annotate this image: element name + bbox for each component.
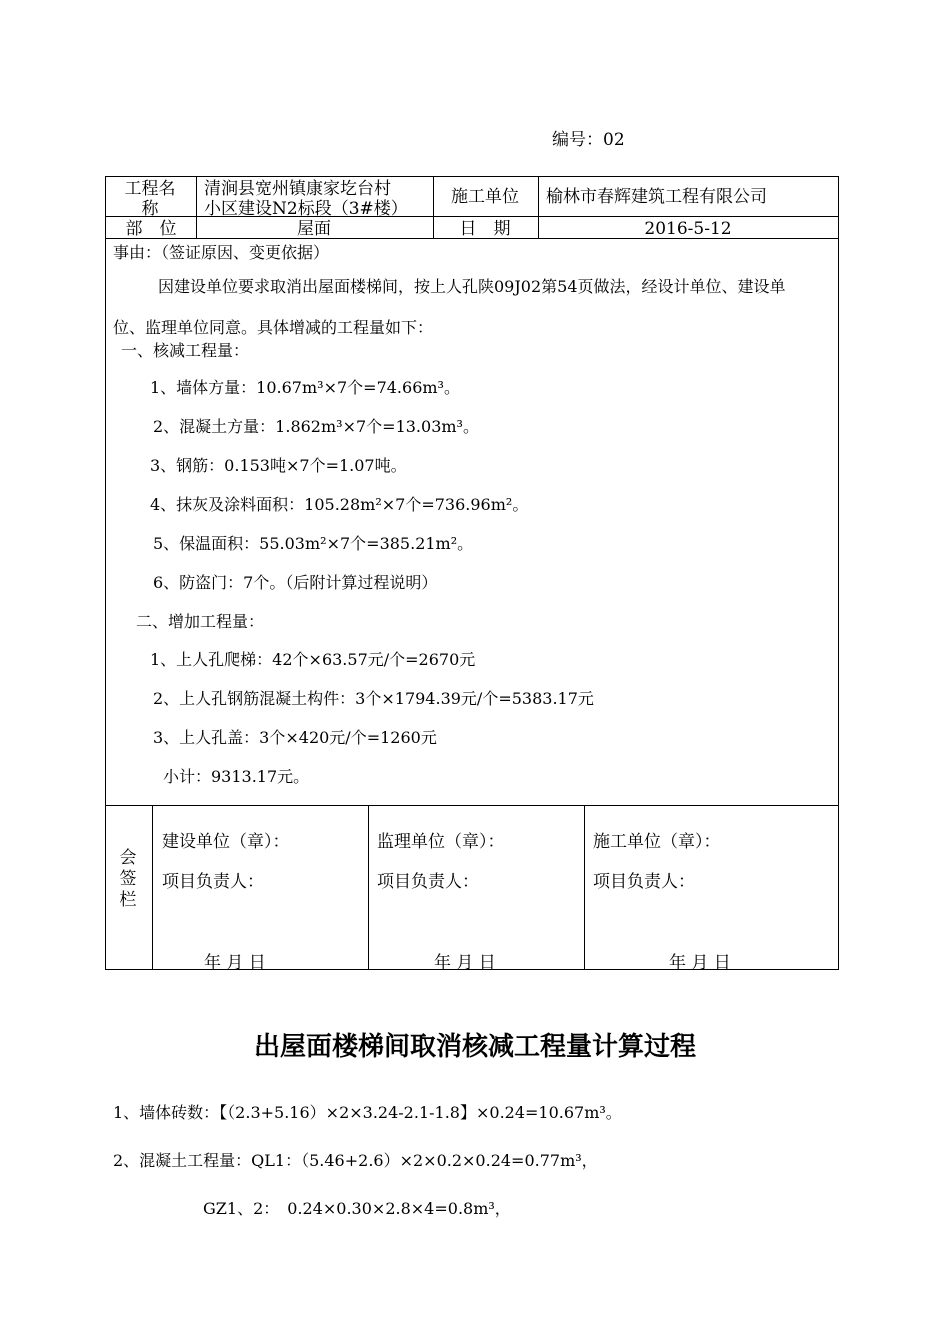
reduce-item-1: 1、墙体方量：10.67m³×7个=74.66m³。 — [150, 378, 460, 397]
date-value: 2016-5-12 — [644, 219, 732, 239]
row-divider — [106, 805, 838, 806]
signoff-owner-unit: 建设单位（章）： — [162, 832, 290, 852]
subtotal: 小计：9313.17元。 — [163, 767, 310, 786]
project-name-label — [112, 179, 188, 219]
project-name-line2: 小区建设N2标段（3#楼） — [204, 199, 408, 219]
contractor-name: 榆林市春辉建筑工程有限公司 — [546, 187, 767, 207]
project-name-label-line2: 称 — [141, 199, 159, 219]
add-item-2: 2、上人孔钢筋混凝土构件：3个×1794.39元/个=5383.17元 — [153, 689, 594, 708]
signoff-contractor-person: 项目负责人： — [593, 872, 695, 892]
intro-line-1: 因建设单位要求取消出屋面楼梯间，按上人孔陕09J02第54页做法，经设计单位、建设单 — [158, 277, 786, 296]
calc-title: 出屋面楼梯间取消核减工程量计算过程 — [253, 1032, 696, 1062]
reduce-item-6: 6、防盗门：7个。（后附计算过程说明） — [153, 573, 438, 592]
calc-line-2: 2、混凝土工程量：QL1：（5.46+2.6）×2×0.2×0.24=0.77m³， — [113, 1151, 598, 1170]
project-name-value — [204, 179, 432, 219]
add-item-1: 1、上人孔爬梯：42个×63.57元/个=2670元 — [150, 650, 476, 669]
reduce-item-4: 4、抹灰及涂料面积：105.28m²×7个=736.96m²。 — [150, 495, 529, 514]
intro-line-2: 位、监理单位同意。具体增减的工程量如下： — [113, 318, 434, 337]
col-divider — [152, 805, 153, 970]
reason-heading: 事由：（签证原因、变更依据） — [113, 243, 330, 262]
signoff-supervisor-unit: 监理单位（章）： — [377, 832, 505, 852]
section-reduce-heading: 一、核减工程量： — [121, 341, 250, 360]
part-value: 屋面 — [297, 219, 331, 239]
part-label: 部 位 — [125, 219, 177, 239]
reduce-item-3: 3、钢筋：0.153吨×7个=1.07吨。 — [150, 456, 407, 475]
signoff-supervisor-person: 项目负责人： — [377, 872, 479, 892]
reduce-item-2: 2、混凝土方量：1.862m³×7个=13.03m³。 — [153, 417, 479, 436]
contractor-label: 施工单位 — [451, 187, 519, 207]
signoff-owner-date: 年 月 日 — [204, 953, 266, 973]
section-add-heading: 二、增加工程量： — [136, 612, 265, 631]
col-divider — [368, 805, 369, 970]
signoff-contractor-unit: 施工单位（章）： — [593, 832, 721, 852]
signoff-label: 会 签 栏 — [119, 848, 137, 910]
reduce-item-5: 5、保温面积：55.03m²×7个=385.21m²。 — [153, 534, 474, 553]
signoff-owner-person: 项目负责人： — [162, 872, 264, 892]
signoff-contractor-date: 年 月 日 — [669, 953, 731, 973]
project-name-line1: 清涧县宽州镇康家圪台村 — [204, 179, 391, 199]
project-name-label-line1: 工程名 — [124, 179, 176, 199]
col-divider — [584, 805, 585, 970]
add-item-3: 3、上人孔盖：3个×420元/个=1260元 — [153, 728, 437, 747]
date-label: 日 期 — [459, 219, 511, 239]
calc-line-1: 1、墙体砖数：【（2.3+5.16）×2×3.24-2.1-1.8】×0.24=10.67m³。 — [113, 1103, 622, 1122]
calc-line-3: GZ1、2： 0.24×0.30×2.8×4=0.8m³， — [203, 1199, 511, 1218]
signoff-supervisor-date: 年 月 日 — [434, 953, 496, 973]
serial-number: 编号：02 — [552, 130, 625, 150]
